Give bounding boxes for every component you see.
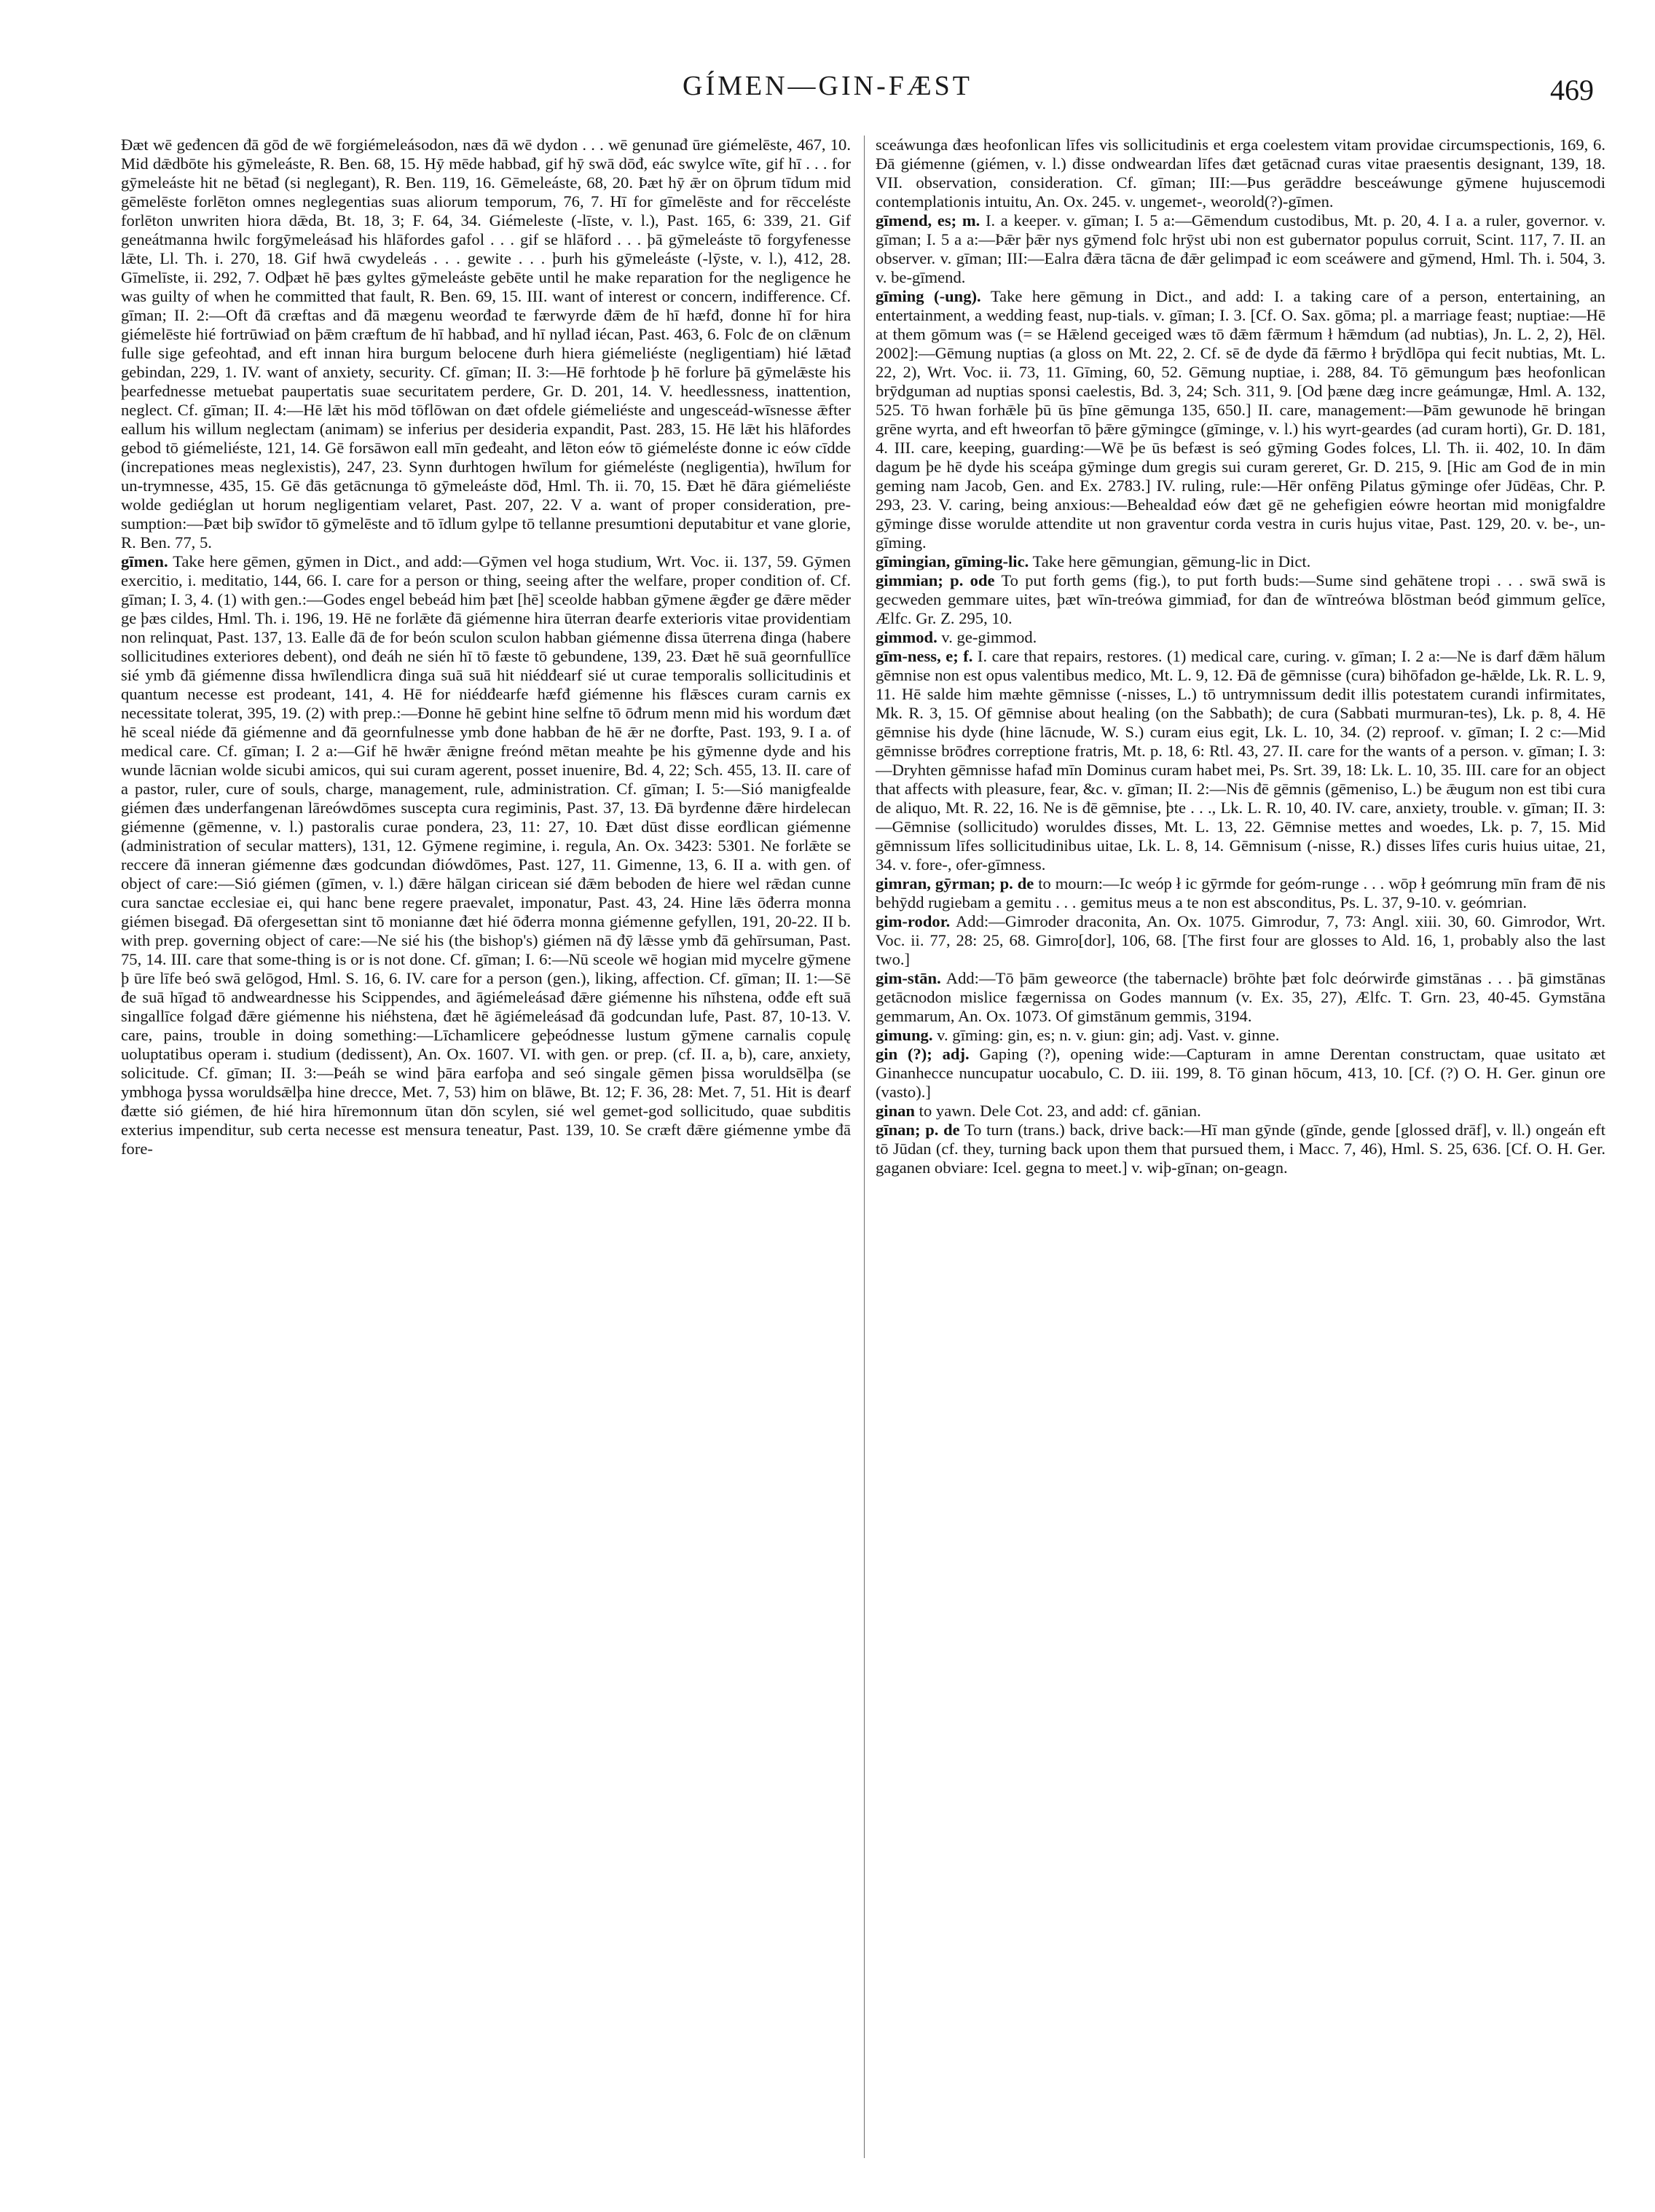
entry-headword: gīmend, es; m. [876,211,980,230]
entry-text: Gaping (?), opening wide:—Capturam in amne Derentan constructam, quae usitato æt Ginanhecce nuncupatur uocabulo, C. D. iii. 199, 8. Tō ginan hōcum, 413, 10. [Cf. (?) O. H. Ger. ginun ore (vasto).] [876,1045,1606,1101]
entry-text: to mourn:—Ic weóp ł ic gȳrmde for geóm-runge . . . wōp ł geómrung mīn fram đē nis behȳdd rugiebam a gemitu . . . gemitus meus a te non est absconditus, Ps. L. 37, 9-10. v. geómrian. [876,874,1605,911]
entry-paragraph [876,1026,1605,1045]
entry-text: to yawn. Dele Cot. 23, and add: cf. gānian. [919,1102,1201,1120]
entry-paragraph [876,647,1605,874]
entry-paragraph [876,912,1605,969]
entry-paragraph [876,211,1605,287]
left-column [121,136,851,1158]
entry-text: v. gīming: gin, es; n. v. giun: gin; adj. Vast. v. ginne. [937,1026,1280,1044]
running-head: GÍMEN—GIN-FÆST [683,71,972,101]
entry-headword: gim-stān. [876,969,941,987]
entry-paragraph [876,628,1605,647]
entry-paragraph [876,1121,1605,1177]
page-header [0,70,1655,114]
entry-paragraph [121,552,851,1158]
entry-paragraph [876,552,1605,571]
entry-text: Take here gēmung in Dict., and add: I. a taking care of a person, entertaining, an entertainment, a wedding feast, nup-tials. v. gīman; I. 3. [Cf. O. Sax. gōma; pl. a marriage feast; nuptiae:—Hē at them gōmum was (= se Hǣlend geceiged wæs tō đǣm fǣrmum ł hǣmdum (ad nubtias), Jn. L. 2, 2), Hēl. 2002]:—Gēmung nuptias (a gloss on Mt. 22, 2. Cf. sē đe dyde đā fǣrmo ł brȳdlōpa qui fecit nubtias, Mt. L. 22, 2), Wrt. Voc. ii. 73, 11. Gīming, 60, 52. Gēmung nuptiae, i. 288, 84. Tō gēmungum þæs heofonlican brȳdguman ad nuptias sponsi caelestis, Bd. 3, 24; Sch. 311, 9. [Od þæne dæg incre geámungæ, Hml. A. 132, 525. Tō hwan forhǣle þū ūs þīne gēmunga 135, 650.] II. care, management:—Þām gewunode hē bringan grēne wyrta, and eft hweorfan tō þǣre gȳmingce (gīminge, v. l.) his wyrt-geardes (ad curam horti), Gr. D. 181, 4. III. care, keeping, guarding:—Wē þe ūs befæst is seó gȳming Godes folces, Ll. Th. ii. 402, 10. In đām dagum þe hē dyde his sceápa gȳminge dum gregis sui curam gereret, Gr. D. 215, 9. [Hic am God đe in min geming nam Jacob, Gen. and Ex. 2783.] IV. ruling, rule:—Hēr onfēng Pilatus gȳminge ofer Jūdēas, Chr. P. 293, 23. V. caring, being anxious:—Behealdađ eów đæt gē ne gehefigien eówre heortan mid monigfaldre gȳminge đisse woruldе attendite ut non graventur corda vestra in curis hujus vitae, Past. 129, 20. v. be-, un-gīming. [876,287,1605,552]
entry-paragraph [876,1045,1605,1102]
entry-text: Add:—Gimroder draconita, An. Ox. 1075. Gimrodur, 7, 73: Angl. xiii. 30, 60. Gimrodor, Wrt. Voc. ii. 77, 28: 25, 68. Gimro[dor], 106, 68. [The first four are glosses to Ald. 16, 1, probably also the last two.] [876,912,1605,968]
entry-headword: gīming (-ung). [876,287,981,305]
entry-paragraph [121,136,851,552]
entry-headword: gīmen. [121,552,168,570]
entry-headword: gimung. [876,1026,933,1044]
entry-headword: gīnan; p. de [876,1121,960,1139]
entry-text: v. ge-gimmod. [941,628,1037,646]
entry-text: I. a keeper. v. gīman; I. 5 a:—Gēmendum custodibus, Mt. p. 20, 4. I a. a ruler, governor. v. gīman; I. 5 a a:—Þǣr þǣr nys gȳmend folc hrȳst ubi non est gubernator populus corruit, Scint. 117, 7. II. an observer. v. gīman; III:—Ealra đǣra tācna đe đǣr gelimpađ ic eom sceáwere and gȳmend, Hml. Th. i. 504, 3. v. be-gīmend. [876,211,1605,286]
entry-text: I. care that repairs, restores. (1) medical care, curing. v. gīman; I. 2 a:—Ne is đarf đǣm hālum gēmnise non est opus valentibus medico, Mt. L. 9, 12. Đā đe gēmnisse (cura) bihōfadon ge-hǣlde, Lk. R. L. 9, 11. Hē salde him mæhte gēmnisse (-nisses, L.) tō untrymnissum dedit illis potestatem curandi infirmitates, Mk. R. 3, 15. Of gēmnise about healing (on the Sabbath); de cura (Sabbati murmuran-tes), Lk. p. 8, 4. Hē gēmnise his dyde (hine lācnude, W. S.) curam eius egit, Lk. L. 10, 34. (2) reproof. v. gīman; I. 2 c:—Mid gēmnisse brōđres correptione fratris, Mt. p. 18, 6: Rtl. 43, 27. II. care for the wants of a person. v. gīman; I. 3:—Dryhten gēmnisse hafađ mīn Dominus curam habet mei, Ps. Srt. 39, 18: Lk. L. 10, 35. III. care for an object that affects with pleasure, fear, &c. v. gīman; II. 2:—Nis đē gēmnis (gēmeniso, L.) be ǣugum non est tibi cura de aliquo, Mt. R. 22, 16. Ne is đē gēmnise, þte . . ., Lk. L. R. 10, 40. IV. care, anxiety, trouble. v. gīman; II. 3:—Gēmnise (sollicitudo) woruldes đisses, Mt. L. 13, 22. Gēmnise mettes and woedes, Lk. p. 7, 15. Mid gēmnissum līfes sollicitudinibus uitae, Lk. L. 8, 14. Gēmnisum (-nisse, R.) đisses līfes curis huius uitae, 21, 34. v. fore-, ofer-gīmness. [876,647,1605,874]
entry-headword: gimran, gȳrman; p. de [876,874,1034,893]
entry-paragraph [876,136,1605,211]
entry-headword: gīm-ness, e; f. [876,647,973,665]
entry-text: Ðæt wē geđencen đā gōd đe wē forgiémeleásodon, næs đā wē dydon . . . wē genunađ ūre giémelēste, 467, 10. Mid dǣdbōte his gȳmeleáste, R. Ben. 68, 15. Hȳ mēde habbađ, gif hȳ swā dōđ, eác swylce wīte, gif hī . . . for gȳmeleáste hit ne bētađ (si neglegant), R. Ben. 119, 16. Gēmeleáste, 68, 20. Þæt hȳ ǣr on ōþrum tīdum mid gēmelēste forlēton omnes neglegentias suas aliorum temporum, 76, 7. Hī for gīmelēste and for rēcceléste forlēton unwriten hiora dǣda, Bt. 18, 3; F. 64, 34. Giémeleste (-līste, v. l.), Past. 165, 6: 339, 21. Gif geneátmanna hwilc forgȳmeleásađ his hlāfordes gafol . . . gif se hlāford . . . þā gȳmeleáste tō forgyfenesse lǣte, Ll. Th. i. 270, 18. Gif hwā cwydeleás . . . gewite . . . þurh his gȳmeleáste (-lȳste, v. l.), 412, 28. Gīmelīste, ii. 292, 7. Odþæt hē þæs gyltes gȳmeleáste gebēte until he make reparation for the negligence he was guilty of when he committed that fault, R. Ben. 69, 15. III. want of interest or concern, indifference. Cf. gīman; II. 2:—Oft đā cræftas and đā mægenu weorđađ te færwyrde đǣm đe hī hæfđ, đonne hī for hira giémelēste hié fortrūwiađ on þǣm cræftum đe hī habbađ, and hī nyllađ iécan, Past. 463, 6. Folc đe on clǣnum fulle sige gefeohtađ, and eft innan hira burgum belocene đurh hiera giémeliéste (negligentiam) hié lǣtađ gebindan, 229, 1. IV. want of anxiety, security. Cf. gīman; II. 3:—Hē forhtode þ hē forlure þā gȳmelǣste his þearfednesse metuebat paupertatis suae securitatem perdere, Gr. D. 201, 14. V. heedlessness, inattention, neglect. Cf. gīman; II. 4:—Hē lǣt his mōd tōflōwan on đæt ofdele giémeliéste and ungesceád-wīsnesse ǣfter eallum his willum neglectam (animam) se inferius per desideria expandit, Past. 283, 15. Hē lǣt his hlāfordes gebod tō giémeliéste, 121, 14. Gē forsāwon eall mīn geđeaht, and lēton eów tō giémeléste đonne ic eów cīdde (increpationes meas neglexistis), 247, 23. Synn đurhtogen hwīlum for giémeléste (negligentia), hwīlum for un-trymnesse, 435, 15. Gē đās getācnunga tō gȳmeleáste dōđ, Hml. Th. ii. 70, 15. Đæt hē đāra giémeliéste wolde gediéglan ut horum negligentiam velaret, Past. 207, 22. V a. want of proper consideration, pre-sumption:—Þæt biþ swīđor tō gȳmelēste and tō īdlum gylpe tō tellanne presumtioni deputabitur et vane glorie, R. Ben. 77, 5. [121,136,851,552]
entry-headword: gim-rodor. [876,912,951,930]
entry-paragraph [876,1102,1605,1121]
column-divider [864,136,865,2158]
entry-text: Add:—Tō þām geweorce (the tabernacle) brōhte þæt folc deórwirđe gimstānas . . . þā gimstānas getācnodon mislice fægernissa on Godes mannum (v. Ex. 35, 27), Ælfc. T. Grn. 23, 40-45. Gymstāna gemmarum, An. Ox. 1073. Of gimstānum gemmis, 3194. [876,969,1605,1025]
entry-paragraph [876,287,1605,552]
entry-paragraph [876,874,1605,912]
right-column [876,136,1605,1177]
entry-headword: gimmod. [876,628,937,646]
entry-headword: gimmian; p. ode [876,571,995,589]
entry-paragraph [876,969,1605,1026]
entry-text: To put forth gems (fig.), to put forth buds:—Sume sind gehātene tropi . . . swā swā is gecweden gemmare uites, þæt wīn-treówa gimmiađ, for đan đe wīntreówa blōstman beóđ gimmum gelīce, Ælfc. Gr. Z. 295, 10. [876,571,1606,627]
entry-text: Take here gēmungian, gēmung-lic in Dict. [1032,552,1311,570]
entry-headword: gīmingian, gīming-lic. [876,552,1029,570]
page-number: 469 [1550,74,1594,106]
entry-paragraph [876,571,1605,628]
entry-text: Take here gēmen, gȳmen in Dict., and add:—Gȳmen vel hoga studium, Wrt. Voc. ii. 137, 59. Gȳmen exercitio, i. meditatio, 144, 66. I. care for a person or thing, seeing after the welfare, proper condition of. Cf. gīman; I. 3, 4. (1) with gen.:—Godes engel bebeád him þæt [hē] sceolde habban gȳmene ǣgđer ge đǣre mēder ge þæs cildes, Hml. Th. i. 196, 19. Hē ne forlǣte đā giémenne hira ūterran đearfe exterioris vitae providentiam non relinquat, Past. 137, 13. Ealle đā đe for beón sculon sculon habban giémenne đissa ūterrena đinga (habere sollicitudines exteriores debent), ond đeáh ne sién hī tō fæste tō gebundene, 139, 23. Đæt hē suā geornfullīce sié ymb đā giémenne đissa hwīlendlicra đinga suā suā hit niédđearf sié ut curae temporalis sollicitudinis et quantum necesse est prodeant, 141, 4. Hē for niédđearfe hæfđ giémenne his flǣsces curam carnis ex necessitate tolerat, 395, 19. (2) with prep.:—Đonne hē gebint hine selfne tō ōđrum menn mid his wordum đæt hē sceal niéde đā giémenne and đā geornfulnesse ymb đone habban đe hē ǣr ne đorfte, Past. 193, 9. I a. of medical care. Cf. gīman; I. 2 a:—Gif hē hwǣr ǣnigne freónd mētan meahte þe his gȳmenne dyde and his wunde lācnian wolde sicubi amicos, qui sui curam agerent, posset inuenire, Bd. 4, 22; Sch. 455, 13. II. care of a pastor, ruler, cure of souls, charge, management, rule, administration. Cf. gīman; I. 5:—Sió manigfealde giémen đæs underfangenan lāreówdōmes suscepta cura regiminis, Past. 37, 13. Đā byrđenne đǣre hirdelecan giémenne (gēmenne, v. l.) pastoralis curae pondera, 23, 11: 27, 10. Đæt dūst đisse eorđlican giémenne (administration of secular matters), 131, 12. Gȳmene regimine, i. regula, An. Ox. 3423: 5301. Ne forlǣte se reccere đā inneran giémenne đæs godcundan điówdōmes, Past. 127, 11. Gimenne, 13, 6. II a. with gen. of object of care:—Sió giémen (gīmen, v. l.) đǣre hālgan ciricean sié đǣm beboden đe hiere wel rǣdan cunne cura sanctae ecclesiae ei, qui hanc bene regere praevalet, imponatur, Past. 43, 24. Hine lǣs ōđerra monna giémen bisegađ. Đā ofergesettan sint tō monianne đæt hié ōđerra monna giémenne gefyllen, 191, 20-22. II b. with prep. governing object of care:—Ne sié his (the bishop's) giémen nā đȳ lǣsse ymb đā gehīrsuman, Past. 75, 14. III. care that some-thing is or is not done. Cf. gīman; I. 6:—Nū sceole wē hogian mid mycelre gȳmene þ ūre līfe beó swā gelōgod, Hml. S. 16, 6. IV. care for a person (gen.), liking, affection. Cf. gīman; II. 1:—Sē đe suā hīgađ tō andweardnesse his Scippendes, and āgiémeleásađ đǣre giémenne his nīhstena, ođđe eft suā singallīce folgađ đǣre giémenne his niéhstena, đæt hē āgiémeleásađ đā godcundan lufe, Past. 87, 10-13. V. care, pains, trouble in doing something:—Līchamlicere geþeódnesse lustum gȳmene carnalis copulę uoluptatibus operam i. studium (dedissent), An. Ox. 1607. VI. with gen. or prep. (cf. II. a, b), care, anxiety, solicitude. Cf. gīman; II. 3:—Þeáh se wind þāra earfoþa and seó singale gēmen þissa woruldsēlþa (se ymbhoga þyssa woruldsǣlþa hine drecce, Met. 7, 53) him on blāwe, Bt. 12; F. 36, 28: Met. 7, 51. Hit is đearf đætte sió giémen, đe hié hira hīremonnum ūtan dōn scylen, sié wel gemet-god sollicitudo, quae subditis exterius impenditur, sub certa necesse est mensura teneatur, Past. 139, 10. Se cræft đǣre giémenne ymbe đā fore- [121,552,851,1158]
entry-headword: gin (?); adj. [876,1045,970,1063]
entry-text: To turn (trans.) back, drive back:—Hī man gȳnde (gīnde, gende [glossed drāf], v. ll.) ongeán eft tō Jūdan (cf. they, turning back upon them that pursued them, i Macc. 7, 46), Hml. S. 25, 636. [Cf. O. H. Ger. gaganen obviare: Icel. gegna to meet.] v. wiþ-gīnan; on-geagn. [876,1121,1605,1177]
entry-headword: ginan [876,1102,916,1120]
entry-text: sceáwunga đæs heofonlican līfes vis sollicitudinis et erga coelestem vitam providae circumspectionis, 169, 6. Đā giémenne (giémen, v. l.) đisse ondweardan līfes đæt getācnađ curas vitae praesentis designant, 139, 18. VII. observation, consideration. Cf. gīman; III:—Þus gerāddre besceáwunge gȳmene hujuscemodi contemplationis intuitu, An. Ox. 245. v. ungemet-, weorold(?)-gīmen. [876,136,1605,211]
